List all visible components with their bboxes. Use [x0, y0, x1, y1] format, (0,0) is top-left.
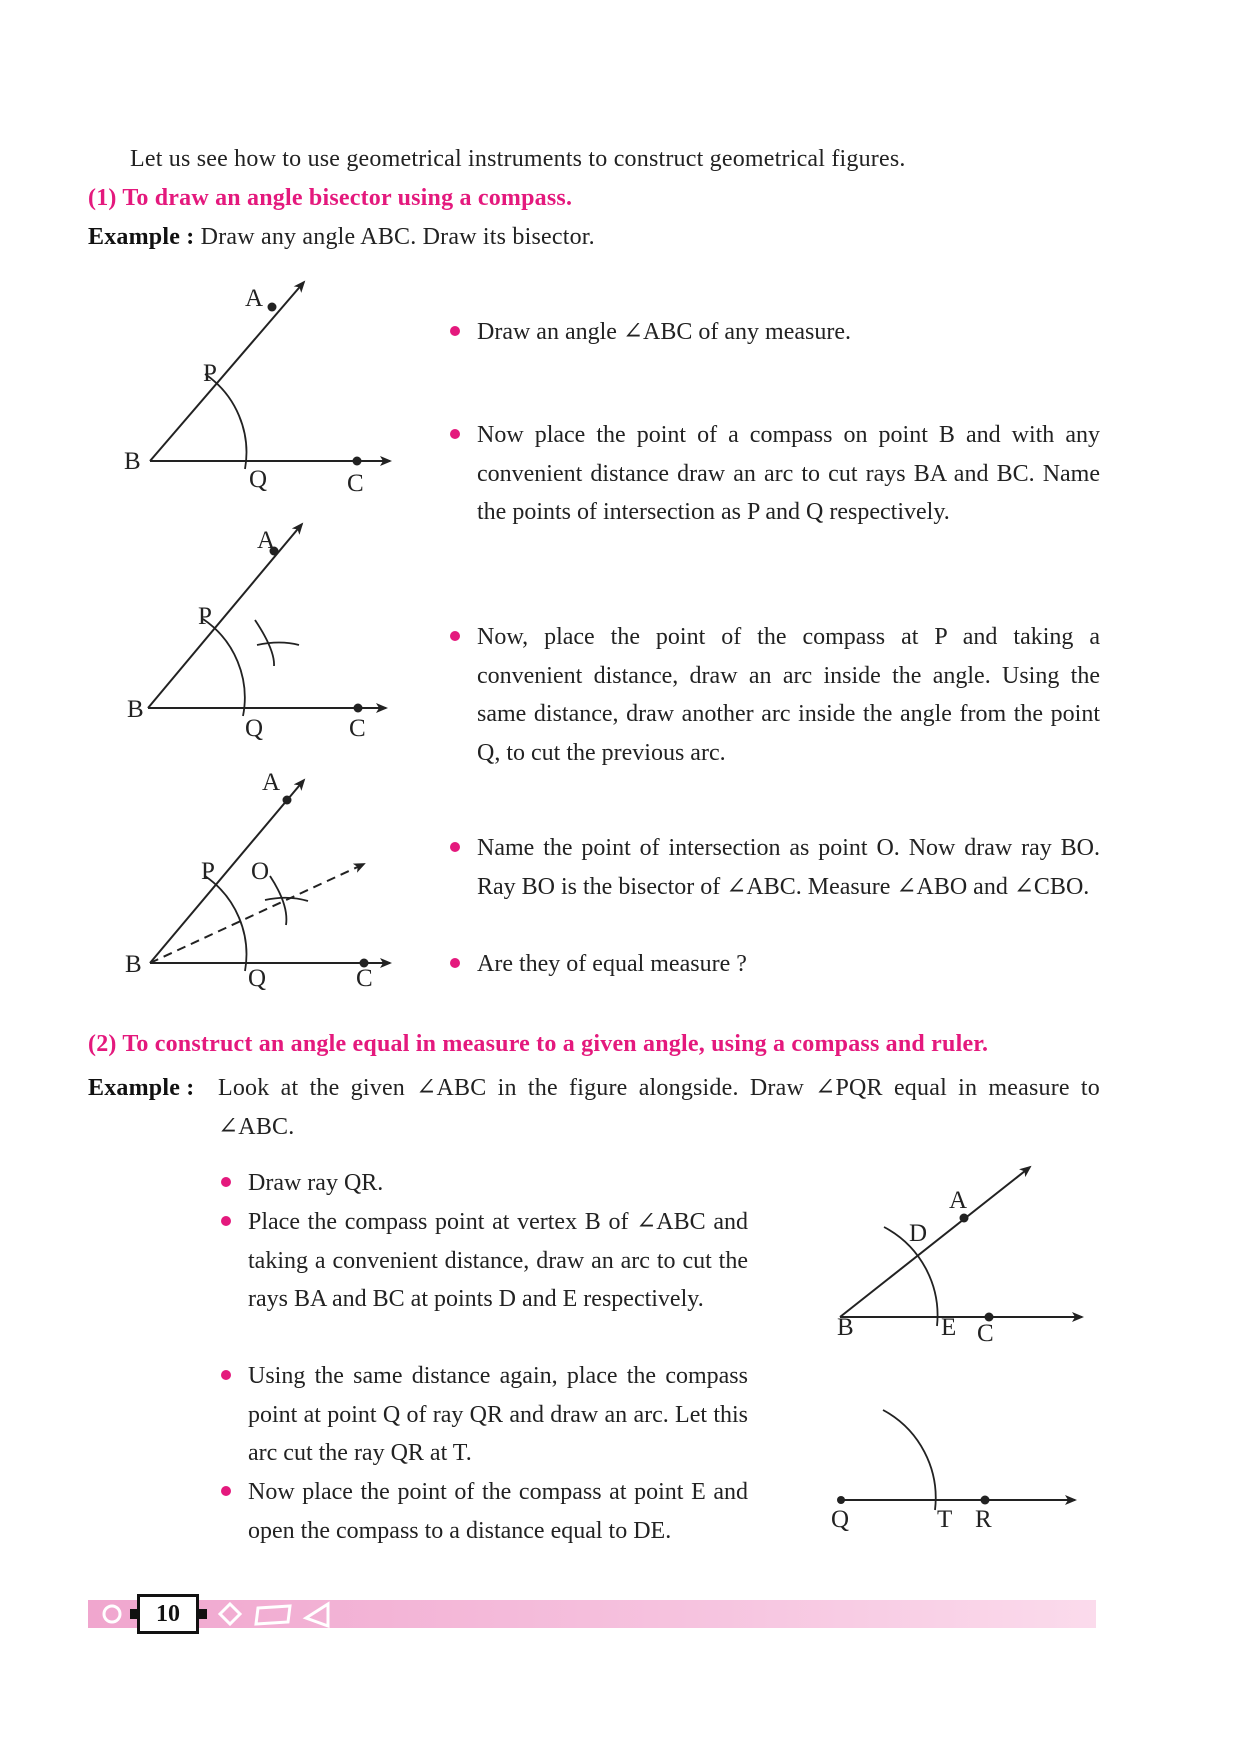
fig4-label-c: C: [977, 1320, 994, 1347]
fig1-label-b: B: [124, 448, 141, 475]
fig3-label-p: P: [201, 858, 215, 885]
section2-example-text: Look at the given ∠ABC in the figure alongside. Draw ∠PQR equal in measure to ∠ABC.: [218, 1075, 1100, 1140]
bullet-text: Now place the point of a compass on point B and with any convenient distance draw an arc to cut rays BA and BC. Name the points of intersection as P and Q respectively.: [477, 422, 1100, 525]
example-label: Example :: [88, 1075, 195, 1101]
bullet-text: Now, place the point of the compass at P and taking a convenient distance, draw an arc inside the angle. Using the same distance, draw another arc inside the angle from the point Q, to cut the previous arc.: [477, 624, 1100, 766]
example-text: Draw any angle ABC. Draw its bisector.: [200, 224, 595, 250]
example-label: Example :: [88, 224, 195, 250]
fig2-label-b: B: [127, 696, 144, 723]
fig1-label-a: A: [245, 285, 264, 312]
section1-heading: (1) To draw an angle bisector using a compass.: [88, 185, 573, 211]
fig2-label-q: Q: [245, 715, 264, 742]
fig3-label-a: A: [262, 769, 281, 796]
fig3-label-q: Q: [248, 965, 267, 992]
fig5-label-r: R: [975, 1506, 992, 1533]
triangle-icon: [306, 1604, 328, 1626]
bullet-text: Name the point of intersection as point O. Now draw ray BO. Ray BO is the bisector of ∠ABC. Measure ∠ABO and ∠CBO.: [477, 835, 1100, 900]
bullet-text: Place the compass point at vertex B of ∠ABC and taking a convenient distance, draw an arc to cut the rays BA and BC at points D and E respectively.: [248, 1209, 748, 1312]
bullet-text: Using the same distance again, place the compass point at point Q of ray QR and draw an arc. Let this arc cut the ray QR at T.: [248, 1363, 748, 1466]
bullet-text: Now place the point of the compass at point E and open the compass to a distance equal to DE.: [248, 1479, 748, 1544]
fig3-label-o: O: [251, 858, 270, 885]
fig4-label-e: E: [941, 1314, 957, 1341]
fig3-label-b: B: [125, 951, 142, 978]
fig1-label-c: C: [347, 470, 364, 497]
fig2-label-a: A: [257, 527, 276, 554]
fig1-label-q: Q: [249, 466, 268, 493]
circle-icon: [104, 1606, 120, 1622]
intro-text: Let us see how to use geometrical instruments to construct geometrical figures.: [130, 146, 906, 172]
square-dot-icon: [199, 1609, 207, 1619]
fig3-label-c: C: [356, 965, 373, 992]
bullet-text: Are they of equal measure ?: [477, 951, 747, 977]
fig4-label-a: A: [949, 1187, 968, 1214]
fig4-label-b: B: [837, 1314, 854, 1341]
page-number: 10: [137, 1594, 199, 1634]
bullet-text: Draw an angle ∠ABC of any measure.: [477, 319, 851, 345]
bullet-text: Draw ray QR.: [248, 1170, 384, 1196]
diamond-icon: [220, 1604, 240, 1624]
fig2-label-c: C: [349, 715, 366, 742]
fig4-label-d: D: [909, 1220, 928, 1247]
fig2-label-p: P: [198, 603, 212, 630]
fig5-label-q: Q: [831, 1506, 850, 1533]
fig5-label-t: T: [937, 1506, 953, 1533]
section2-heading: (2) To construct an angle equal in measure to a given angle, using a compass and ruler.: [88, 1031, 989, 1057]
fig1-label-p: P: [203, 360, 217, 387]
rectangle-icon: [256, 1606, 290, 1624]
